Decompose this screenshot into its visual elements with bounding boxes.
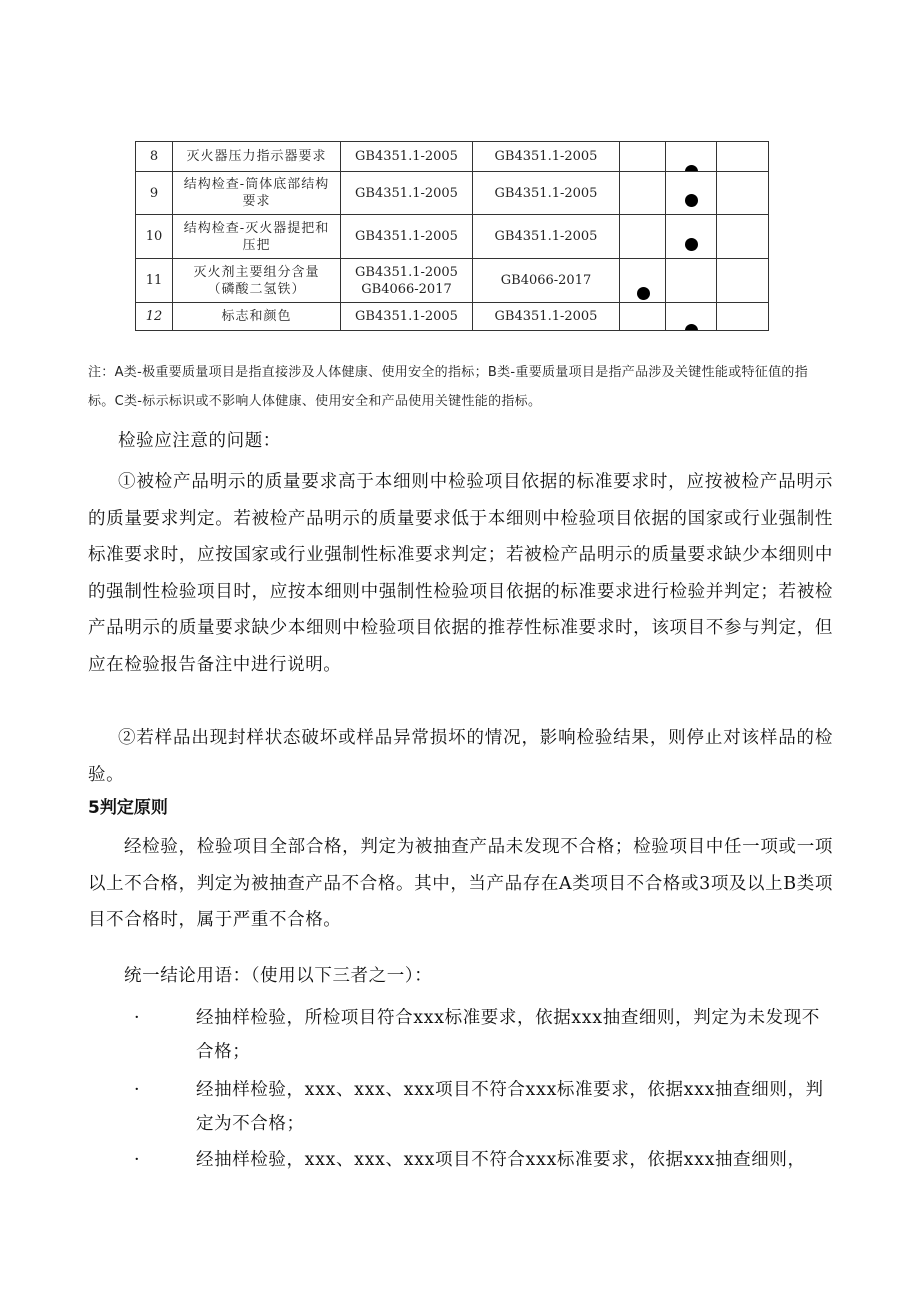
- item-line: 要求: [242, 194, 271, 209]
- bullet-dot: ·: [134, 1080, 140, 1100]
- class-c-cell: [717, 142, 769, 172]
- conclusion-option: 经抽样检验，xxx、xxx、xxx项目不符合xxx标准要求，依据xxx抽查细则，: [196, 1150, 806, 1170]
- row-number: 11: [136, 259, 173, 303]
- method-standard: GB4351.1-2005: [473, 142, 620, 172]
- method-standard: GB4066-2017: [473, 259, 620, 303]
- list-item: [88, 1073, 833, 1141]
- item-line: 结构检查-筒体底部结构: [183, 177, 330, 192]
- method-standard: GB4351.1-2005: [473, 303, 620, 331]
- class-c-cell: [717, 259, 769, 303]
- item-line: （磷酸二氢铁）: [207, 281, 306, 297]
- method-standard: GB4351.1-2005: [473, 172, 620, 215]
- inspection-item: [173, 215, 341, 259]
- inspection-item: [173, 259, 341, 303]
- item-line: 灭火剂主要组分含量: [193, 264, 320, 280]
- attention-title: 检验应注意的问题：: [118, 431, 281, 451]
- class-b-cell: [666, 303, 717, 331]
- basis-line: GB4066-2017: [361, 281, 452, 297]
- conclusion-title: 统一结论用语：（使用以下三者之一）：: [124, 966, 433, 986]
- bullet-dot: ·: [134, 1008, 140, 1028]
- class-b-cell: [666, 142, 717, 172]
- basis-standard: [341, 259, 473, 303]
- item-line: 结构检查-灭火器提把和: [183, 220, 330, 236]
- attention-item-2: ②若样品出现封样状态破坏或样品异常损坏的情况，影响检验结果，则停止对该样品的检验。: [88, 728, 833, 785]
- inspection-item: 标志和颜色: [173, 303, 341, 331]
- method-standard: GB4351.1-2005: [473, 215, 620, 259]
- row-number: 8: [136, 142, 173, 172]
- list-item: [88, 1143, 833, 1177]
- table-note: 注：A类-极重要质量项目是指直接涉及人体健康、使用安全的指标；B类-重要质量项目是指产品涉及关键性能或特征值的指标。C类-标示标识或不影响人体健康、使用安全和产品使用关键性能的指标。: [88, 365, 808, 409]
- conclusion-option: 经抽样检验，xxx、xxx、xxx项目不符合xxx标准要求，依据xxx抽查细则，判定为不合格；: [196, 1080, 824, 1134]
- class-a-cell: [620, 172, 666, 215]
- conclusion-option: 经抽样检验，所检项目符合xxx标准要求，依据xxx抽查细则，判定为未发现不合格；: [196, 1008, 820, 1062]
- bullet-dot: ·: [134, 1150, 140, 1170]
- class-marker-dot: [685, 324, 698, 331]
- row-number: 12: [136, 303, 173, 331]
- class-marker-dot: [637, 287, 650, 300]
- table-row: [136, 172, 769, 215]
- class-c-cell: [717, 215, 769, 259]
- basis-standard: GB4351.1-2005: [341, 303, 473, 331]
- basis-standard: GB4351.1-2005: [341, 215, 473, 259]
- class-a-cell: [620, 215, 666, 259]
- table-row: [136, 142, 769, 172]
- judgement-paragraph: 经检验，检验项目全部合格，判定为被抽查产品未发现不合格；检验项目中任一项或一项以上不合格，判定为被抽查产品不合格。其中，当产品存在A类项目不合格或3项及以上B类项目不合格时，属于严重不合格。: [88, 837, 833, 930]
- basis-standard: GB4351.1-2005: [341, 172, 473, 215]
- row-number: 9: [136, 172, 173, 215]
- basis-standard: GB4351.1-2005: [341, 142, 473, 172]
- inspection-items-table: [135, 141, 769, 331]
- class-b-cell: [666, 215, 717, 259]
- attention-item-1: ①被检产品明示的质量要求高于本细则中检验项目依据的标准要求时，应按被检产品明示的质量要求判定。若被检产品明示的质量要求低于本细则中检验项目依据的国家或行业强制性标准要求时，应按国家或行业强制性标准要求判定；若被检产品明示的质量要求缺少本细则中的强制性检验项目时，应按本细则中强制性检验项目依据的标准要求进行检验并判定；若被检产品明示的质量要求缺少本细则中检验项目依据的推荐性标准要求时，该项目不参与判定，但应在检验报告备注中进行说明。: [88, 472, 833, 675]
- table-row: [136, 303, 769, 331]
- row-number: 10: [136, 215, 173, 259]
- class-a-cell: [620, 142, 666, 172]
- class-c-cell: [717, 172, 769, 215]
- class-a-cell: [620, 259, 666, 303]
- inspection-item: 灭火器压力指示器要求: [173, 142, 341, 172]
- class-c-cell: [717, 303, 769, 331]
- inspection-items-table-wrap: [135, 141, 769, 331]
- table-row: [136, 215, 769, 259]
- class-b-cell: [666, 259, 717, 303]
- section-heading: 5判定原则: [88, 798, 168, 818]
- item-line: 压把: [242, 237, 271, 253]
- class-marker-dot: [685, 194, 698, 207]
- list-item: [88, 1001, 833, 1069]
- basis-line: GB4351.1-2005: [355, 264, 458, 280]
- class-a-cell: [620, 303, 666, 331]
- table-row: [136, 259, 769, 303]
- class-b-cell: [666, 172, 717, 215]
- class-marker-dot: [685, 238, 698, 251]
- inspection-item: [173, 172, 341, 215]
